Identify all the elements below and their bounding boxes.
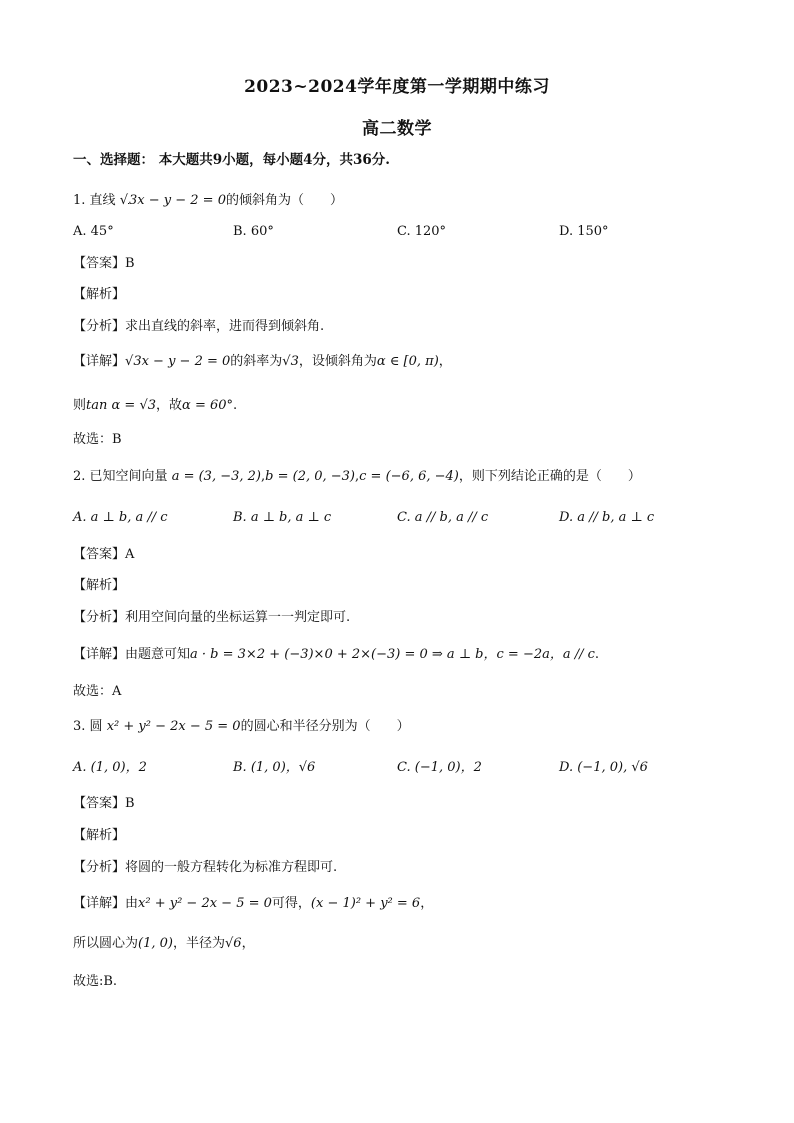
q1-stem-pre: 直线 [89, 193, 116, 208]
q1-fenxi-text: 求出直线的斜率，进而得到倾斜角. [125, 319, 325, 334]
q2-vector-b: b = (2, 0, −3) [265, 469, 355, 484]
q1-option-b: B. 60° [233, 224, 274, 239]
q1-angle-range: α ∈ [0, π) [376, 354, 439, 369]
document-subtitle: 高二数学 [362, 119, 432, 139]
q1-stem [73, 191, 343, 211]
section-heading: 一、选择题： 本大题共9小题，每小题4分，共36分. [73, 152, 390, 168]
q1-detail-expr: √3x − y − 2 = 0 [125, 354, 231, 369]
q1-choose: 故选：B [73, 432, 122, 447]
q2-answer: 【答案】A [73, 547, 135, 562]
q3-detail: 【详解】由x² + y² − 2x − 5 = 0可得，(x − 1)² + y² = 6， [73, 896, 434, 911]
q2-vector-a: a = (3, −3, 2) [171, 469, 261, 484]
q1-answer [73, 254, 135, 274]
q1-detail: 【详解】√3x − y − 2 = 0的斜率为√3，设倾斜角为α ∈ [0, π)， [73, 354, 452, 369]
q3-option-a: A. (1, 0)，2 [73, 760, 147, 775]
q3-choose: 故选:B. [73, 974, 118, 989]
q1-answer-value: B [125, 256, 135, 271]
q3-option-c: C. (−1, 0)，2 [397, 760, 482, 775]
q2-analysis-label: 【解析】 [73, 578, 126, 593]
q2-fenxi: 【分析】利用空间向量的坐标运算一一判定即可. [73, 610, 351, 625]
q3-number: 3. [73, 719, 86, 734]
q2-detail: 【详解】由题意可知a · b = 3×2 + (−3)×0 + 2×(−3) = 0 ⇒ a ⊥ b，c = −2a，a // c. [73, 647, 600, 662]
q1-expression: √3x − y − 2 = 0 [119, 193, 226, 208]
q1-option-a: A. 45° [73, 224, 114, 239]
q1-option-c: C. 120° [397, 224, 447, 239]
q2-option-c: C. a // b, a // c [397, 510, 489, 525]
q3-fenxi: 【分析】将圆的一般方程转化为标准方程即可. [73, 860, 338, 875]
q3-option-b: B. (1, 0)，√6 [233, 760, 316, 775]
q3-answer: 【答案】B [73, 796, 135, 811]
q2-vector-c: c = (−6, 6, −4) [359, 469, 459, 484]
q1-fenxi [73, 317, 324, 337]
q2-option-b: B. a ⊥ b, a ⊥ c [233, 510, 332, 525]
q2-detail-expr: a · b = 3×2 + (−3)×0 + 2×(−3) = 0 ⇒ a ⊥ b [190, 647, 484, 662]
q2-stem: 2. 已知空间向量 a = (3, −3, 2),b = (2, 0, −3),c = (−6, 6, −4)，则下列结论正确的是（ ） [73, 469, 641, 484]
q2-option-a: A. a ⊥ b, a // c [73, 510, 168, 525]
q2-choose: 故选：A [73, 684, 122, 699]
q3-expression: x² + y² − 2x − 5 = 0 [106, 719, 241, 734]
answer-label: 【答案】 [73, 256, 126, 271]
q1-detail-line2: 则tan α = √3，故α = 60°. [73, 398, 238, 413]
q1-analysis-label: 【解析】 [73, 287, 126, 302]
q2-option-d: D. a // b, a ⊥ c [559, 510, 655, 525]
q3-standard-form: (x − 1)² + y² = 6 [310, 896, 421, 911]
detail-label: 【详解】 [73, 354, 126, 369]
q2-number: 2. [73, 469, 86, 484]
q3-option-d: D. (−1, 0), √6 [559, 760, 648, 775]
q3-stem: 3. 圆 x² + y² − 2x − 5 = 0的圆心和半径分别为（ ） [73, 719, 410, 734]
q3-detail-line2: 所以圆心为(1, 0)，半径为√6， [73, 936, 255, 951]
q1-option-d: D. 150° [559, 224, 609, 239]
document-title: 2023~2024学年度第一学期期中练习 [244, 77, 550, 97]
q1-stem-post: 的倾斜角为（ ） [225, 193, 343, 208]
q3-analysis-label: 【解析】 [73, 828, 126, 843]
q1-number: 1. [73, 193, 86, 208]
fenxi-label: 【分析】 [73, 319, 126, 334]
